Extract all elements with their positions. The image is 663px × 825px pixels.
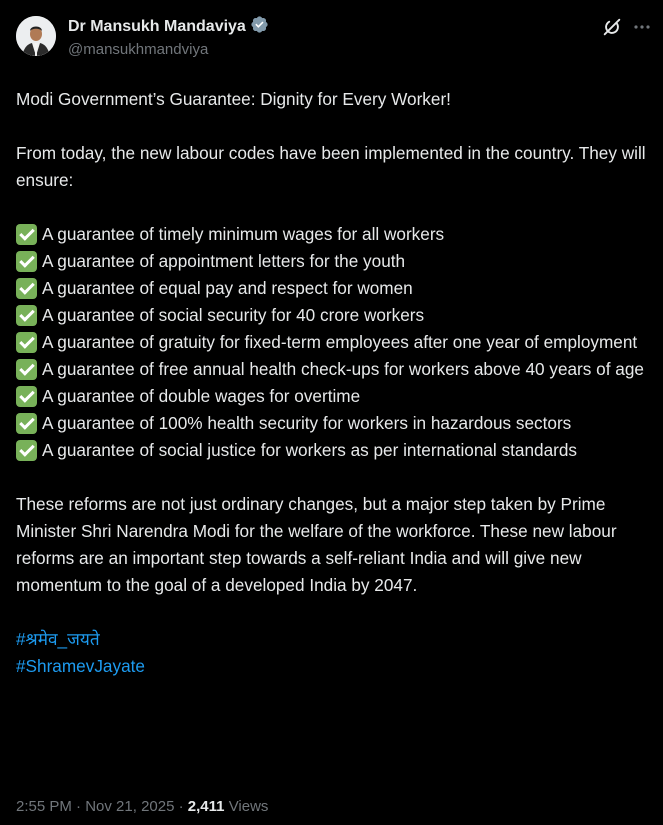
- list-item: A guarantee of social security for 40 crore workers: [16, 302, 647, 329]
- list-item: A guarantee of timely minimum wages for all workers: [16, 221, 647, 248]
- list-item: A guarantee of appointment letters for the youth: [16, 248, 647, 275]
- hashtag-link[interactable]: #श्रमेव_जयते: [16, 629, 100, 649]
- list-item: A guarantee of social justice for workers as per international standards: [16, 437, 647, 464]
- tweet-intro: From today, the new labour codes have been implemented in the country. They will ensure:: [16, 143, 646, 190]
- tweet-closing: These reforms are not just ordinary changes, but a major step taken by Prime Minister Shri Narendra Modi for the welfare of the workforce. These new labour reforms are an important step towards a self-reliant India and will give new momentum to the goal of a developed India by 2047.: [16, 494, 617, 595]
- check-mark-icon: [16, 332, 37, 353]
- tweet-date[interactable]: Nov 21, 2025: [85, 798, 175, 815]
- author-display-name[interactable]: Dr Mansukh Mandaviya: [68, 18, 246, 35]
- verified-badge-icon[interactable]: [246, 15, 269, 39]
- check-mark-icon: [16, 305, 37, 326]
- avatar[interactable]: [16, 16, 56, 56]
- list-item: A guarantee of double wages for overtime: [16, 383, 647, 410]
- meta-separator: ·: [76, 798, 82, 815]
- views-label: Views: [228, 798, 269, 815]
- check-mark-icon: [16, 224, 37, 245]
- check-mark-icon: [16, 413, 37, 434]
- check-mark-icon: [16, 386, 37, 407]
- check-mark-icon: [16, 251, 37, 272]
- list-item: A guarantee of free annual health check-ups for workers above 40 years of age: [16, 356, 647, 383]
- check-mark-icon: [16, 359, 37, 380]
- tweet-metadata: [16, 797, 268, 817]
- list-item: A guarantee of gratuity for fixed-term employees after one year of employment: [16, 329, 647, 356]
- tweet-time[interactable]: 2:55 PM: [16, 798, 72, 815]
- check-mark-icon: [16, 440, 37, 461]
- list-item: A guarantee of equal pay and respect for women: [16, 275, 647, 302]
- hashtag-link[interactable]: #ShramevJayate: [16, 656, 145, 676]
- list-item: A guarantee of 100% health security for workers in hazardous sectors: [16, 410, 647, 437]
- tweet-header: [16, 14, 647, 62]
- guarantee-list: [16, 221, 647, 464]
- views-count: 2,411: [187, 798, 225, 815]
- check-mark-icon: [16, 278, 37, 299]
- author-handle[interactable]: @mansukhmandviya: [68, 41, 209, 58]
- author-info: [68, 15, 269, 60]
- tweet-headline: Modi Government’s Guarantee: Dignity for Every Worker!: [16, 89, 451, 109]
- meta-separator: ·: [178, 798, 184, 815]
- tweet-text: [16, 86, 647, 680]
